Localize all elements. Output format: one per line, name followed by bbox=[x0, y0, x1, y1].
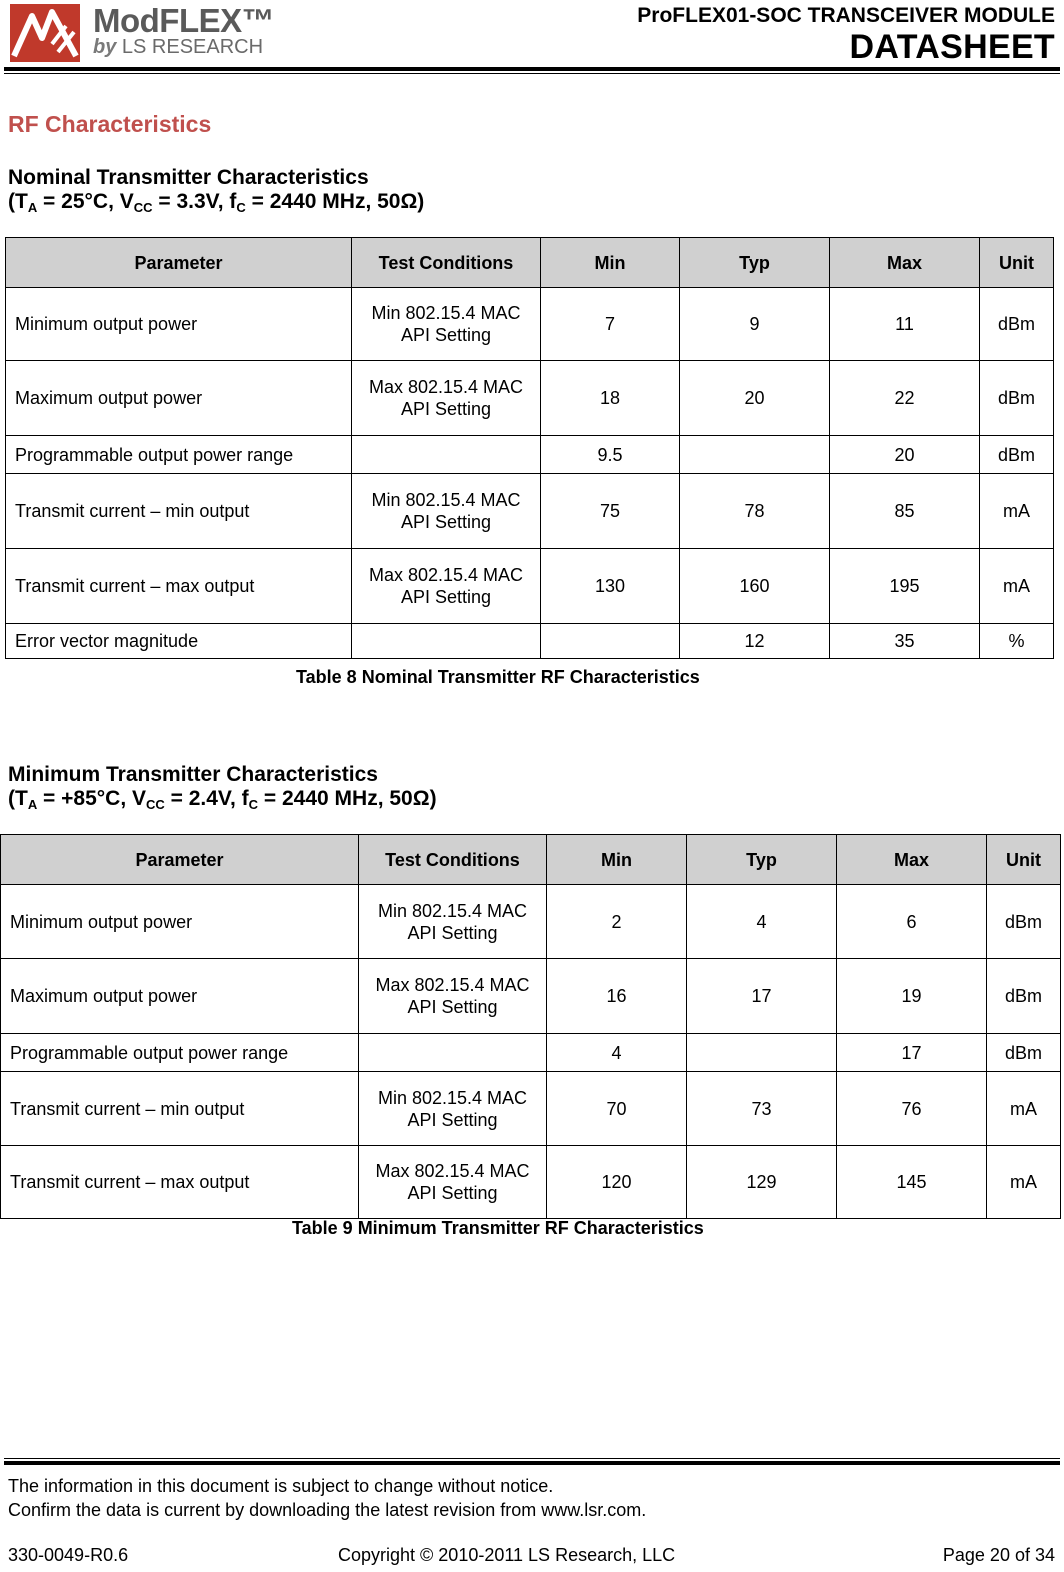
col-header: Unit bbox=[980, 238, 1054, 288]
max-cell: 11 bbox=[830, 288, 980, 361]
max-cell: 20 bbox=[830, 436, 980, 474]
param-cell: Minimum output power bbox=[6, 288, 352, 361]
cond-cell bbox=[352, 436, 541, 474]
unit-cell: dBm bbox=[980, 436, 1054, 474]
footer-note-line1: The information in this document is subject to change without notice. bbox=[8, 1476, 554, 1496]
typ-cell: 9 bbox=[680, 288, 830, 361]
cond-cell: Max 802.15.4 MAC API Setting bbox=[352, 361, 541, 436]
unit-cell: mA bbox=[980, 474, 1054, 549]
footer-rule bbox=[4, 1461, 1060, 1465]
min-cell: 2 bbox=[547, 885, 687, 959]
logo-brand: ModFLEX™ bbox=[93, 2, 275, 39]
table-row bbox=[6, 288, 1054, 361]
min-cell: 7 bbox=[541, 288, 680, 361]
typ-cell: 17 bbox=[687, 959, 837, 1034]
table-heading-text: Nominal Transmitter Characteristics bbox=[8, 166, 369, 189]
cond-cell: Min 802.15.4 MAC API Setting bbox=[359, 1072, 547, 1146]
typ-cell: 129 bbox=[687, 1146, 837, 1219]
min-cell: 75 bbox=[541, 474, 680, 549]
cond-cell: Max 802.15.4 MAC API Setting bbox=[359, 959, 547, 1034]
copyright: Copyright © 2010-2011 LS Research, LLC bbox=[338, 1545, 676, 1565]
table-header-row bbox=[1, 835, 1061, 885]
cond-cell: Max 802.15.4 MAC API Setting bbox=[352, 549, 541, 624]
typ-cell: 20 bbox=[680, 361, 830, 436]
param-cell: Transmit current – max output bbox=[6, 549, 352, 624]
footer-rule-thin bbox=[4, 1458, 1060, 1459]
unit-cell: dBm bbox=[987, 959, 1061, 1034]
unit-cell: mA bbox=[980, 549, 1054, 624]
max-cell: 145 bbox=[837, 1146, 987, 1219]
col-header: Test Conditions bbox=[359, 835, 547, 885]
cond-cell: Min 802.15.4 MAC API Setting bbox=[352, 474, 541, 549]
cond-cell bbox=[352, 624, 541, 659]
unit-cell: dBm bbox=[987, 885, 1061, 959]
typ-cell: 73 bbox=[687, 1072, 837, 1146]
table-row bbox=[6, 549, 1054, 624]
logo-by: by bbox=[93, 36, 117, 58]
cond-cell bbox=[359, 1034, 547, 1072]
col-header: Unit bbox=[987, 835, 1061, 885]
table-row bbox=[1, 1072, 1061, 1146]
table-heading bbox=[8, 763, 437, 811]
col-header: Test Conditions bbox=[352, 238, 541, 288]
max-cell: 19 bbox=[837, 959, 987, 1034]
max-cell: 35 bbox=[830, 624, 980, 659]
param-cell: Programmable output power range bbox=[1, 1034, 359, 1072]
table-heading bbox=[8, 166, 424, 214]
col-header: Min bbox=[541, 238, 680, 288]
section-title: RF Characteristics bbox=[8, 111, 212, 137]
test-conditions: ($T_A = +85^\circ C$, $V_{CC} = 2.4V$, $f_C = 2440$ MHz, 50Ω) bbox=[8, 787, 437, 812]
cond-cell: Min 802.15.4 MAC API Setting bbox=[352, 288, 541, 361]
min-cell: 70 bbox=[547, 1072, 687, 1146]
footer-info bbox=[8, 1545, 1055, 1569]
typ-cell: 12 bbox=[680, 624, 830, 659]
min-cell bbox=[541, 624, 680, 659]
table-heading-text: Minimum Transmitter Characteristics bbox=[8, 763, 378, 786]
table-caption: Table 8 Nominal Transmitter RF Characteristics bbox=[296, 667, 700, 687]
max-cell: 6 bbox=[837, 885, 987, 959]
param-cell: Maximum output power bbox=[1, 959, 359, 1034]
typ-cell: 160 bbox=[680, 549, 830, 624]
unit-cell: mA bbox=[987, 1072, 1061, 1146]
typ-cell bbox=[680, 436, 830, 474]
max-cell: 76 bbox=[837, 1072, 987, 1146]
header-rule-thin bbox=[4, 73, 1060, 74]
company-logo bbox=[8, 0, 288, 66]
unit-cell: dBm bbox=[980, 288, 1054, 361]
doc-number: 330-0049-R0.6 bbox=[8, 1545, 129, 1565]
max-cell: 22 bbox=[830, 361, 980, 436]
logo-subtitle bbox=[93, 36, 263, 59]
param-cell: Error vector magnitude bbox=[6, 624, 352, 659]
param-cell: Minimum output power bbox=[1, 885, 359, 959]
col-header: Typ bbox=[680, 238, 830, 288]
min-cell: 4 bbox=[547, 1034, 687, 1072]
modflex-logo-icon bbox=[8, 2, 82, 64]
logo-company: LS RESEARCH bbox=[121, 36, 264, 58]
table-row bbox=[6, 436, 1054, 474]
cond-cell: Min 802.15.4 MAC API Setting bbox=[359, 885, 547, 959]
min-cell: 16 bbox=[547, 959, 687, 1034]
max-cell: 85 bbox=[830, 474, 980, 549]
min-cell: 120 bbox=[547, 1146, 687, 1219]
min-cell: 9.5 bbox=[541, 436, 680, 474]
cond-cell: Max 802.15.4 MAC API Setting bbox=[359, 1146, 547, 1219]
param-cell: Transmit current – max output bbox=[1, 1146, 359, 1219]
unit-cell: dBm bbox=[980, 361, 1054, 436]
param-cell: Maximum output power bbox=[6, 361, 352, 436]
min-cell: 18 bbox=[541, 361, 680, 436]
param-cell: Transmit current – min output bbox=[6, 474, 352, 549]
max-cell: 195 bbox=[830, 549, 980, 624]
header-rule bbox=[4, 67, 1060, 71]
typ-cell: 4 bbox=[687, 885, 837, 959]
unit-cell: mA bbox=[987, 1146, 1061, 1219]
typ-cell bbox=[687, 1034, 837, 1072]
document-header bbox=[637, 3, 1055, 65]
footer-note-line2: Confirm the data is current by downloading the latest revision from www.lsr.com. bbox=[8, 1500, 647, 1520]
test-conditions: ($T_A = 25^\circ C$, $V_{CC} = 3.3V$, $f_C = 2440$ MHz, 50Ω) bbox=[8, 190, 425, 215]
table-row bbox=[6, 474, 1054, 549]
page-number: Page 20 of 34 bbox=[942, 1545, 1055, 1565]
max-cell: 17 bbox=[837, 1034, 987, 1072]
minimum-transmitter-table bbox=[0, 834, 1061, 1219]
table-row bbox=[6, 361, 1054, 436]
table-row bbox=[1, 959, 1061, 1034]
nominal-transmitter-table bbox=[5, 237, 1054, 659]
min-cell: 130 bbox=[541, 549, 680, 624]
footer-note bbox=[8, 1474, 646, 1522]
table-row bbox=[6, 624, 1054, 659]
product-title: ProFLEX01-SOC TRANSCEIVER MODULE bbox=[637, 4, 1055, 27]
typ-cell: 78 bbox=[680, 474, 830, 549]
table-row bbox=[1, 1034, 1061, 1072]
col-header: Max bbox=[837, 835, 987, 885]
col-header: Parameter bbox=[1, 835, 359, 885]
table-row bbox=[1, 885, 1061, 959]
table-caption: Table 9 Minimum Transmitter RF Characteristics bbox=[292, 1218, 704, 1238]
col-header: Max bbox=[830, 238, 980, 288]
unit-cell: dBm bbox=[987, 1034, 1061, 1072]
unit-cell: % bbox=[980, 624, 1054, 659]
col-header: Min bbox=[547, 835, 687, 885]
table-header-row bbox=[6, 238, 1054, 288]
table-row bbox=[1, 1146, 1061, 1219]
doc-type: DATASHEET bbox=[849, 28, 1055, 66]
col-header: Typ bbox=[687, 835, 837, 885]
param-cell: Transmit current – min output bbox=[1, 1072, 359, 1146]
col-header: Parameter bbox=[6, 238, 352, 288]
param-cell: Programmable output power range bbox=[6, 436, 352, 474]
